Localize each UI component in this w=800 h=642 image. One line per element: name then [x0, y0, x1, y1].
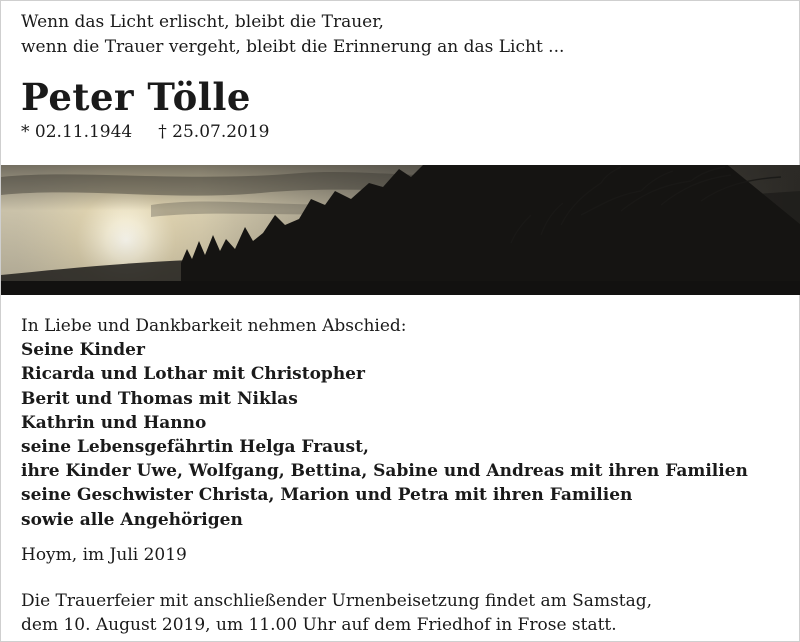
mourner-line: Berit und Thomas mit Niklas: [21, 388, 298, 409]
place-date: Hoym, im Juli 2019: [21, 545, 187, 565]
deceased-name: Peter Tölle: [21, 75, 251, 119]
mourner-line: sowie alle Angehörigen: [21, 509, 243, 530]
mourner-line: Ricarda und Lothar mit Christopher: [21, 364, 365, 385]
farewell-intro: In Liebe und Dankbarkeit nehmen Abschied:: [21, 316, 407, 336]
mourner-line: seine Geschwister Christa, Marion und Petra mit ihren Familien: [21, 485, 633, 506]
funeral-line-1: Die Trauerfeier mit anschließender Urnenbeisetzung findet am Samstag,: [21, 591, 653, 611]
sunset-photo: [1, 165, 800, 295]
mourner-line: Seine Kinder: [21, 340, 145, 361]
life-dates: [21, 121, 270, 143]
motto-line-1: Wenn das Licht erlischt, bleibt die Trauer,: [21, 12, 384, 32]
mourner-line: Kathrin und Hanno: [21, 412, 207, 433]
death-date: † 25.07.2019: [158, 122, 270, 142]
mourners-section: [21, 314, 748, 532]
motto: [21, 10, 564, 60]
funeral-line-2: dem 10. August 2019, um 11.00 Uhr auf dem Friedhof in Frose statt.: [21, 615, 617, 635]
mourner-line: seine Lebensgefährtin Helga Fraust,: [21, 437, 369, 458]
birth-date: * 02.11.1944: [21, 122, 133, 142]
motto-line-2: wenn die Trauer vergeht, bleibt die Erinnerung an das Licht ...: [21, 37, 565, 57]
funeral-details: [21, 589, 652, 637]
mourner-line: ihre Kinder Uwe, Wolfgang, Bettina, Sabine und Andreas mit ihren Familien: [21, 461, 748, 482]
